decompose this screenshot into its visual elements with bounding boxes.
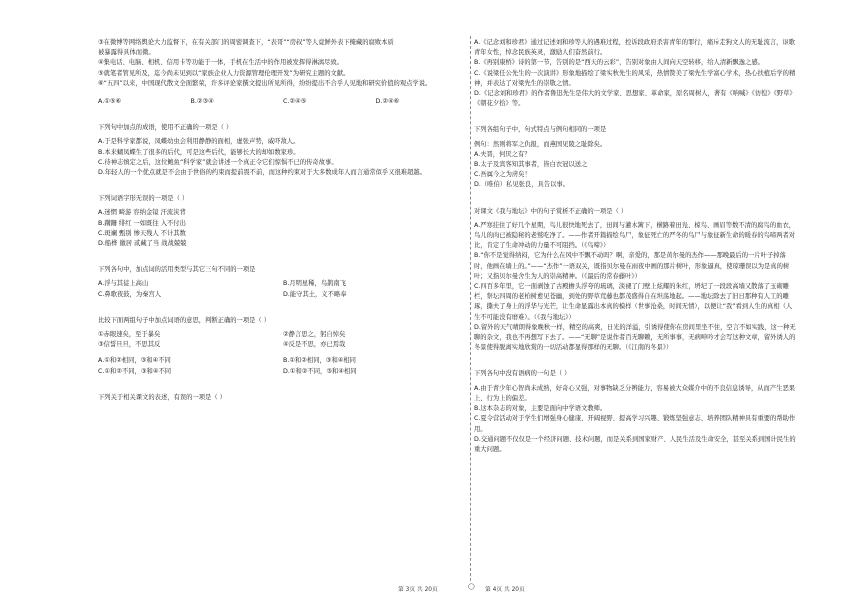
option-a[interactable]: A.《记念刘和珍君》通过记述刘和珍等人的遇难过程，控诉段政府杀害青年的罪行，痛斥走狗文人的无耻流言，讴歌青年女性，悼念民族英灵，激励人们奋然前行。 bbox=[474, 39, 796, 57]
option-c[interactable]: C.②④⑤ bbox=[283, 98, 307, 106]
option-b[interactable]: B.太子及宾客知其事者，皆白衣冠以送之 bbox=[474, 161, 588, 169]
option-b[interactable]: B.蹒跚 绯红 一如既往 入不付出 bbox=[98, 219, 186, 227]
question-4 bbox=[98, 265, 468, 300]
question-6-options bbox=[474, 38, 798, 109]
intro-line: ④集电话、电脑、相机、信用卡等功能于一体，手机在生活中的作用被发挥得淋漓尽致。 bbox=[98, 59, 343, 67]
option-c[interactable]: C.鼻歌夜鼓，为秦宫人 bbox=[98, 290, 162, 298]
option-a[interactable]: A.迷惘 畸游 容纳金镜 汗流浃背 bbox=[98, 209, 186, 217]
question-5 bbox=[98, 316, 468, 377]
left-page-number: 第 3页 共 20页 bbox=[398, 587, 438, 593]
option-d[interactable]: D.《记念刘和珍君》的作者鲁迅先生是伟大的文学家、思想家、革命家，原名周树人，著有《呐喊》《彷徨》《野草》《朝花夕拾》等。 bbox=[474, 90, 796, 108]
example-sentence: 例句：然则将军之仇报，而燕国见陵之耻除矣。 bbox=[474, 140, 607, 148]
question-9 bbox=[474, 369, 798, 455]
option-c[interactable]: C.①和②不同，③和④不同 bbox=[98, 367, 172, 375]
option-a[interactable]: A.于是科学家都说，凤蝶幼虫会利用静静的面相，虚张声势，威吓敌人。 bbox=[98, 138, 300, 146]
option-d[interactable]: D.②④⑥ bbox=[375, 98, 400, 106]
right-column bbox=[474, 38, 798, 455]
option-a[interactable]: A.严寒挂住了好几个星期，鸟儿很快地死去了，田间与灌木篱下，横路着田凫、椋鸟、画眉等数不清的腐鸟的血衣，鸟儿的肉已被隐秘的老鹫吃净了。——作者开篇描绘鸟尸，象征死亡的严冬的鸟尸与象征新生命的暖春的鸟啼两者对比，肯定了生命冲动的力量不可阻挡。（《鸟啼》） bbox=[474, 221, 796, 250]
option-d[interactable]: D.留外的天气晴朗得象晚秋一样，精空的高爽，日光的洋溢，引诱得使你在房间里坐不住，空言不如实践，这一种无聊的杂文，我也不再想写下去了。——“无聊”是说作者百无聊赖，无所事事，无病呻吟才会写这种文章，留外诱人的冬景使得脱离实地欣赏的一切活动都显得那样的无聊。（《江南的冬景》） bbox=[474, 323, 796, 352]
option-a[interactable]: A.由于青少年心智尚未成熟，好奇心又强，对事物缺乏分辨能力，容易被大众媒介中的不良信息诱导，从而产生恶果上、行为上的偏差。 bbox=[474, 384, 796, 402]
option-c[interactable]: C.四百多年里，它一面剥蚀了古殿檐头浮夸的琉璃，淡褪了门壁上炫耀的朱红，坍圮了一段段高墙又散落了玉砌雕栏，祭坛四周的老柏树愈见苍幽，到处的野草荒藤也都茂盛得自在坦荡地起。——地坛除去了旧日那种有人工的雕琢，撕夫了身上的浮华与光芒，让生命显露出本真的模样（世事沧桑，时间无情），以便让“我”看到人生的真相（人生不可能没有磨难）。（《我与地坛》） bbox=[474, 283, 793, 321]
question-title: 下列词语字形无误的一项是（ ） bbox=[98, 195, 189, 203]
intro-line: 被暴露得具体而微。 bbox=[98, 49, 155, 57]
option-a[interactable]: A.夫晋，何厌之有？ bbox=[474, 150, 531, 158]
intro-line: ⑤就笔者管见所及，迄今尚未见到以“家族企业人力资源管理伦理开发”为研究主题的文献。 bbox=[98, 69, 350, 77]
column-divider bbox=[470, 36, 471, 581]
sentence-3: ③信誓旦旦，不思其反 bbox=[98, 341, 161, 349]
question-title: 下列关于相关课文的表述，有误的一项是（ ） bbox=[98, 393, 226, 401]
option-d[interactable]: D.年轻人的一个优点就是不会由于世俗的约束而提前畏不前，而这种约束对于大多数成年人而言通常似乎又很难超越。 bbox=[98, 169, 426, 177]
intro-line: ⑥“五四”以来，中国现代散文全面繁荣，许多评论家撰文提出所见所得，纷纷提出不合乎人见地和研究价值的观点学说。 bbox=[98, 79, 432, 87]
option-d[interactable]: D.能守其土，义不略奉 bbox=[283, 290, 347, 298]
question-3 bbox=[98, 194, 468, 249]
option-b[interactable]: B.本来蝴凤蝶生了很多的后代，可是这些后代，能够长大的却如数家珍。 bbox=[98, 148, 300, 156]
option-c[interactable]: C.《说梁任公先生的一次演讲》形象地描绘了梁实秋先生的风采，热情赞美了梁先生学富心学术，热心扶植后学的精神，并表达了对梁先生的崇敬之情。 bbox=[474, 69, 796, 87]
question-title: 下列各句中没有语病的一句是（ ） bbox=[474, 370, 571, 378]
option-c[interactable]: C.斑斓 甄别 惨天残人 不计其数 bbox=[98, 229, 186, 237]
question-7 bbox=[474, 125, 798, 190]
option-b[interactable]: B.“你不是觉得纳闷，它为什么在风中不飘不动吗？啊，亲爱的，那是黄尔曼的杰作——那晚最后的一片叶子掉落时，他画在墙上的。”——“杰作”一语双关，既指贝尔曼在雨夜中画的那片树叶，形象逼真，使琼珊误以为是真的树叶；又指贝尔曼舍生为人的崇高精神。（《最后的常春藤叶》） bbox=[474, 252, 790, 280]
question-title: 比较下面两组句子中加点词语的意思，判断正确的一项是（ ） bbox=[98, 316, 271, 324]
q1-options bbox=[98, 97, 468, 107]
sentence-1: ①赤眼速矣，至于暴矣 bbox=[98, 331, 161, 339]
option-d[interactable]: D.船桦 徽居 贰藏了当 战战兢兢 bbox=[98, 240, 187, 248]
fold-mark: ◯ bbox=[468, 584, 475, 590]
intro-line: ③在微博等网络舆论大力监督下，在有关部门的周密调查下，“表哥”“房叔”等人竟鲜外表下掩藏的腐败本质 bbox=[98, 39, 394, 46]
option-a[interactable]: A.浮与其徒上高山 bbox=[98, 280, 149, 288]
question-6 bbox=[98, 393, 468, 403]
sentence-2: ②静言思之，躬自悼矣 bbox=[283, 331, 346, 339]
question-2 bbox=[98, 123, 468, 178]
option-d[interactable]: D.①和②不同，③和④相同 bbox=[283, 367, 357, 375]
option-b[interactable]: B.②③④ bbox=[190, 98, 214, 106]
question-title: 对课文《我与地坛》中的句子赏析不正确的一项是（ ） bbox=[474, 207, 628, 215]
option-b[interactable]: B.①和②相同，③和④相同 bbox=[283, 357, 356, 365]
option-a[interactable]: A.①⑤⑥ bbox=[98, 98, 122, 106]
question-title: 下列句中加点的成语，使用不正确的一项是（ ） bbox=[98, 124, 233, 132]
option-b[interactable]: B.《再别康桥》诗的第一节，告别的是“西天的云彩”，告别对象由人间向天空转移，给人清新飘逸之感。 bbox=[474, 59, 764, 67]
option-a[interactable]: A.①和②相同，③和④不同 bbox=[98, 357, 171, 365]
option-c[interactable]: C.吾属今之为虏矣！ bbox=[474, 171, 531, 179]
option-d[interactable]: D.（唯伯）私见张良，具告以事。 bbox=[474, 181, 570, 189]
left-column bbox=[98, 38, 468, 407]
option-b[interactable]: B.月明星稀，鸟鹊南飞 bbox=[283, 280, 346, 288]
question-title: 下列各组句子中，句式特点与例句相同的一项是 bbox=[474, 126, 607, 134]
option-c[interactable]: C.待神志慎定之后，这位鲍鱼“科学家”就会讲述一个真正令它们惊惧不已的传奇故事。 bbox=[98, 158, 338, 166]
option-d[interactable]: D.交通问题不仅仅是一个经济问题、技术问题，而是关系到国家财产、人民生活及生命安全，甚至关系到国计民生的重大问题。 bbox=[474, 435, 796, 453]
right-page-number: 第 4页 共 20页 bbox=[485, 587, 525, 593]
question-8 bbox=[474, 207, 798, 354]
option-c[interactable]: C.夏令营活动对于学生们增强身心健康、开阔视野、提高学习兴趣、锻炼坚强意志、培养团队精神具有重要的帮助作用。 bbox=[474, 415, 796, 433]
question-title: 下列各句中，加点词的活用类型与其它三句不同的一项是 bbox=[98, 266, 256, 274]
sentence-4: ④反是不思，亦已焉哉 bbox=[283, 341, 346, 349]
option-b[interactable]: B.这本杂志的对象，主要是面向中学语文教师。 bbox=[474, 405, 607, 413]
